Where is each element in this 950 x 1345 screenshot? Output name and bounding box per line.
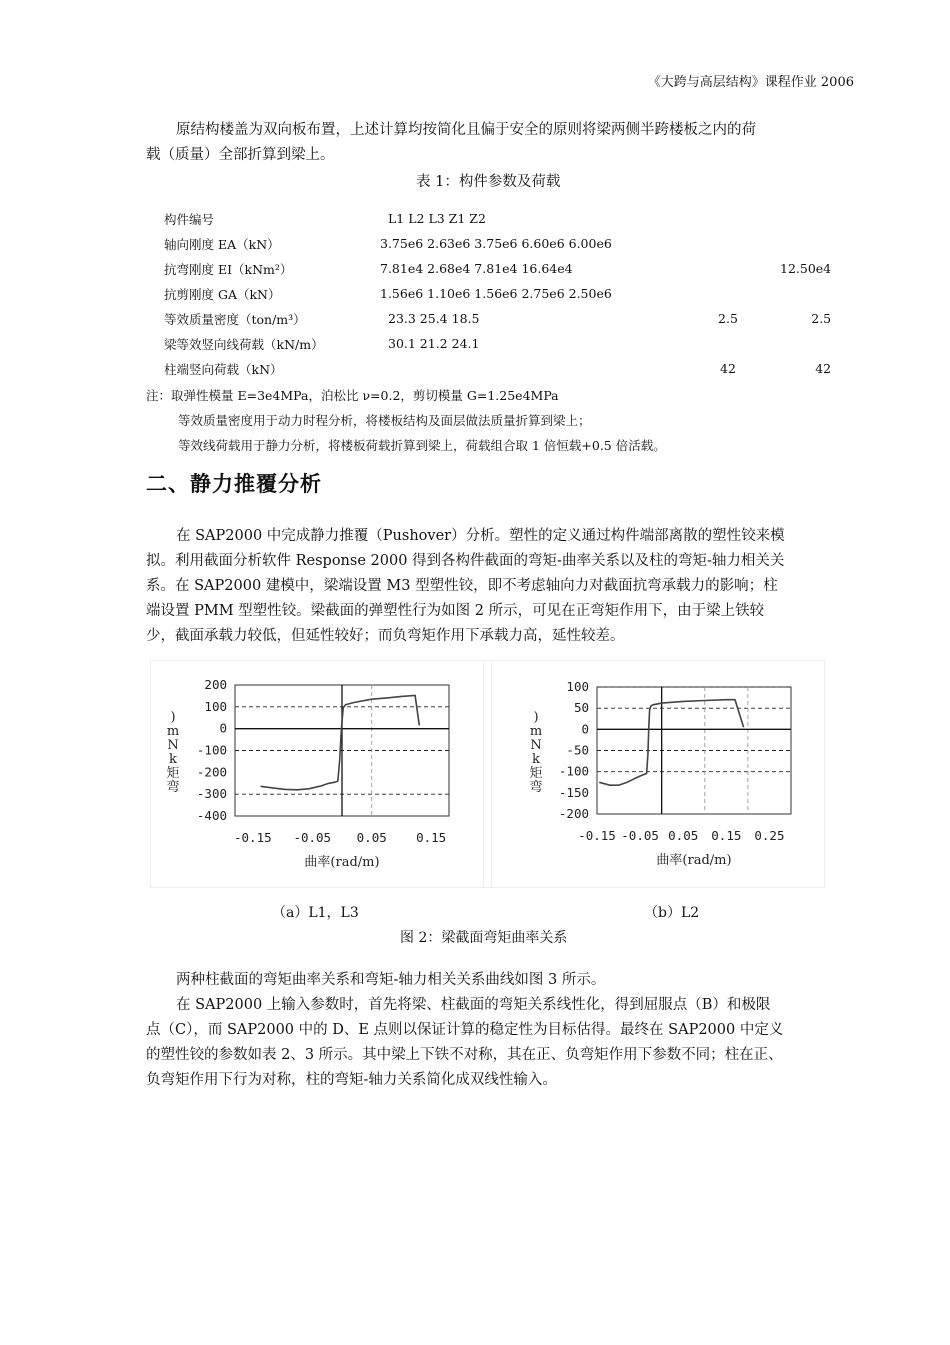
table-cell-z2	[766, 206, 871, 231]
x-tick-label: -0.05	[621, 828, 659, 843]
x-tick-label: -0.05	[293, 830, 332, 845]
y-tick-label: 0	[581, 721, 589, 737]
y-tick-label: 200	[204, 677, 227, 692]
hinge-line-4: 的塑性铰的参数如表 2、3 所示。其中梁上下铁不对称，其在正、负弯矩作用下参数不同；柱在正、	[146, 1047, 783, 1063]
table-cell-z1	[676, 331, 766, 356]
y-tick-label: -150	[558, 784, 589, 800]
table-note-2: 等效质量密度用于动力时程分析，将楼板结构及面层做法质量折算到梁上；	[178, 413, 591, 428]
y-axis-label-glyph: 矩	[529, 766, 543, 781]
table-cell-z1: 42	[720, 361, 736, 376]
table-cell-values: 7.81e4 2.68e4 7.81e4 16.64e4	[380, 261, 573, 276]
pushover-line-4: 端设置 PMM 型塑性铰。梁截面的弹塑性行为如图 2 所示，可见在正弯矩作用下，由于梁上铁较	[146, 603, 765, 619]
table-note-1: 注：取弹性模量 E=3e4MPa，泊松比 ν=0.2，剪切模量 G=1.25e4MPa	[146, 388, 559, 403]
table-cell-values: 3.75e6 2.63e6 3.75e6 6.60e6 6.00e6	[380, 236, 612, 251]
y-axis-label-glyph: )	[170, 710, 176, 725]
table-cell-label: 抗弯刚度 EI（kNm²）	[164, 261, 293, 277]
running-header: 《大跨与高层结构》课程作业 2006	[647, 75, 854, 90]
chart-b-container	[483, 660, 825, 888]
section-title: 二、静力推覆分析	[146, 472, 322, 496]
pushover-line-3: 系。在 SAP2000 建模中，梁端设置 M3 型塑性铰，即不考虑轴向力对截面抗弯承载力的影响；柱	[146, 578, 778, 594]
table-cell-z2: 2.5	[811, 311, 832, 326]
hinge-line-2: 在 SAP2000 上输入参数时，首先将梁、柱截面的弯矩关系线性化，得到屈服点（B）和极限	[176, 997, 771, 1013]
series-line	[261, 696, 420, 790]
table-cell-z2	[766, 331, 871, 356]
y-axis-label-glyph: N	[530, 738, 542, 753]
table-row	[150, 231, 871, 256]
y-axis-label-glyph: k	[169, 752, 177, 767]
hinge-line-3: 点（C），而 SAP2000 中的 D、E 点则以保证计算的稳定性为目标估得。最终在 SAP2000 中定义	[146, 1022, 784, 1038]
y-tick-label: 50	[573, 700, 589, 716]
table-cell-label: 构件编号	[164, 211, 215, 227]
pushover-line-5: 少，截面承载力较低，但延性较好；而负弯矩作用下承载力高，延性较差。	[146, 628, 625, 644]
table-cell-z1	[676, 231, 766, 256]
y-tick-label: -400	[196, 808, 227, 823]
table-row	[150, 256, 871, 281]
y-axis-label-glyph: 矩	[166, 766, 180, 781]
x-tick-label: 0.05	[668, 828, 699, 843]
x-axis-label: 曲率(rad/m)	[304, 855, 380, 870]
table-cell-z1	[676, 206, 766, 231]
y-tick-label: 100	[566, 679, 589, 694]
subcaption-b: （b）L2	[644, 905, 700, 921]
y-axis-label-glyph: N	[167, 738, 179, 753]
y-axis-label-glyph: m	[166, 724, 180, 739]
table-cell-z2	[766, 281, 871, 306]
table-cell-z2	[766, 231, 871, 256]
y-axis-label-glyph: 弯	[529, 780, 543, 795]
y-axis-label-glyph: 弯	[166, 780, 180, 795]
chart-a	[151, 661, 491, 887]
figure-caption: 图 2：梁截面弯矩曲率关系	[400, 930, 568, 946]
table-cell-label: 轴向刚度 EA（kN）	[164, 236, 280, 252]
table-cell-label: 等效质量密度（ton/m³）	[164, 311, 306, 327]
table-cell-z1	[676, 256, 766, 281]
table-row	[150, 206, 871, 231]
table-cell-label: 梁等效竖向线荷载（kN/m）	[164, 336, 324, 352]
table-caption: 表 1：构件参数及荷载	[416, 174, 561, 190]
table-row	[150, 281, 871, 306]
y-axis-label-glyph: k	[532, 752, 540, 767]
series-line	[599, 700, 743, 786]
table-cell-z1	[676, 281, 766, 306]
x-axis-label: 曲率(rad/m)	[656, 853, 732, 868]
table-cell-z2: 42	[815, 361, 832, 376]
y-tick-label: -50	[566, 742, 589, 758]
y-tick-label: -100	[558, 763, 589, 779]
x-tick-label: 0.25	[754, 828, 785, 843]
x-tick-label: -0.15	[234, 830, 272, 845]
pushover-line-2: 拟。利用截面分析软件 Response 2000 得到各构件截面的弯矩-曲率关系以及柱的弯矩-轴力相关关	[146, 553, 785, 569]
intro-line-1: 原结构楼盖为双向板布置，上述计算均按简化且偏于安全的原则将梁两侧半跨楼板之内的荷	[176, 122, 756, 138]
hinge-line-5: 负弯矩作用下行为对称，柱的弯矩-轴力关系简化成双线性输入。	[146, 1072, 557, 1088]
table-cell-values: L1 L2 L3 Z1 Z2	[388, 211, 486, 226]
hinge-paragraph	[146, 968, 852, 1093]
table-cell-z1: 2.5	[718, 311, 738, 326]
hinge-line-1: 两种柱截面的弯矩曲率关系和弯矩-轴力相关关系曲线如图 3 所示。	[176, 972, 606, 988]
y-tick-label: 100	[204, 698, 227, 714]
table-cell-z2: 12.50e4	[780, 261, 832, 276]
table-note-3: 等效线荷载用于静力分析，将楼板荷载折算到梁上，荷载组合取 1 倍恒载+0.5 倍活载。	[178, 438, 666, 453]
x-tick-label: 0.05	[356, 830, 387, 845]
chart-b	[484, 661, 824, 887]
y-axis-label-glyph: m	[529, 724, 543, 739]
y-tick-label: -100	[196, 742, 227, 758]
table-row	[150, 331, 871, 356]
parameters-table	[150, 206, 871, 381]
x-tick-label: 0.15	[711, 828, 742, 843]
y-tick-label: 0	[219, 720, 227, 736]
intro-line-2: 载（质量）全部折算到梁上。	[146, 147, 335, 163]
table-cell-values: 23.3 25.4 18.5	[388, 311, 480, 326]
table-cell-label: 柱端竖向荷载（kN）	[164, 361, 283, 377]
table-cell-values	[366, 356, 676, 381]
subcaption-a: （a）L1，L3	[272, 905, 359, 921]
y-tick-label: -300	[196, 786, 227, 802]
pushover-line-1: 在 SAP2000 中完成静力推覆（Pushover）分析。塑性的定义通过构件端部离散的塑性铰来模	[176, 528, 785, 544]
table-cell-values: 30.1 21.2 24.1	[388, 336, 480, 351]
y-axis-label-glyph: )	[533, 710, 539, 725]
y-tick-label: -200	[558, 806, 589, 821]
chart-a-container	[150, 660, 492, 888]
pushover-paragraph	[146, 524, 852, 649]
table-row	[150, 356, 871, 381]
y-tick-label: -200	[196, 764, 227, 780]
x-tick-label: 0.15	[416, 830, 447, 845]
table-cell-label: 抗剪刚度 GA（kN）	[164, 286, 281, 302]
table-row	[150, 306, 871, 331]
x-tick-label: -0.15	[578, 828, 616, 843]
intro-paragraph	[146, 118, 852, 168]
table-cell-values: 1.56e6 1.10e6 1.56e6 2.75e6 2.50e6	[380, 286, 612, 301]
